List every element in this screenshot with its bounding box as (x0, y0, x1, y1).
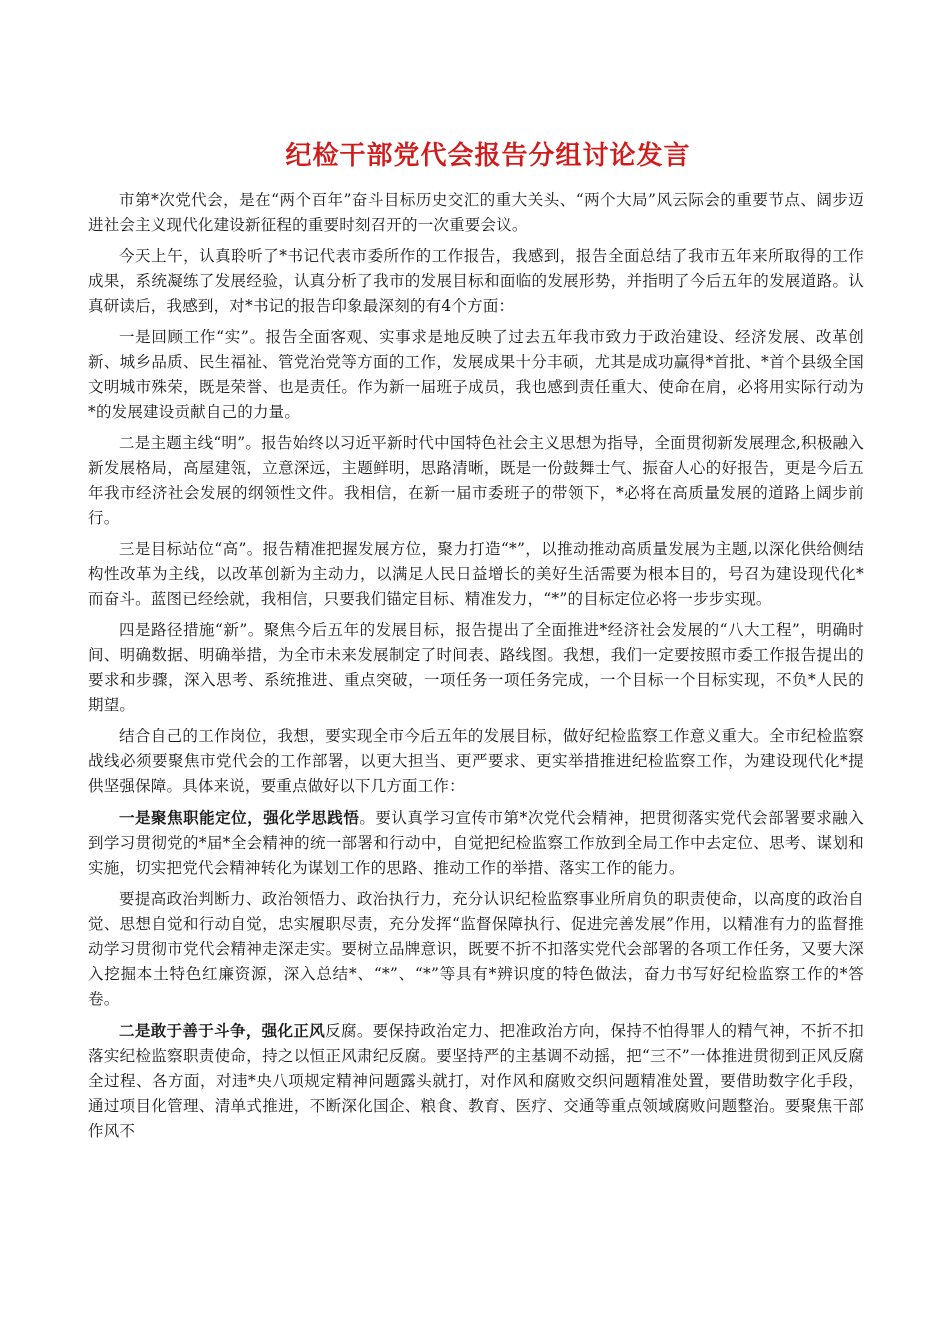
paragraph-8 (88, 805, 864, 881)
paragraph-text: 四是路径措施“新”。聚焦今后五年的发展目标，报告提出了全面推进*经济社会发展的“八大工程”，明确时间、明确数据、明确举措，为全市未来发展制定了时间表、路线图。我想，我们一定要按照市委工作报告提出的要求和步骤，深入思考、系统推进、重点突破，一项任务一项任务完成，一个目标一个目标实现，不负*人民的期望。 (88, 621, 864, 714)
document-title: 纪检干部党代会报告分组讨论发言 (285, 141, 691, 171)
paragraph-lead: 一是聚焦职能定位，强化学思践悟 (119, 808, 360, 827)
paragraph-3 (88, 325, 864, 425)
paragraph-5 (88, 537, 864, 612)
paragraph-7 (88, 724, 864, 799)
paragraph-lead: 二是敢于善于斗争，强化正风 (119, 1021, 326, 1040)
paragraph-2 (88, 244, 864, 319)
paragraph-text: 结合自己的工作岗位，我想，要实现全市今后五年的发展目标，做好纪检监察工作意义重大。全市纪检监察战线必须要聚焦市党代会的工作部署，以更大担当、更严要求、更实举措推进纪检监察工作，为建设现代化*提供坚强保障。具体来说，要重点做好以下几方面工作： (88, 727, 864, 795)
paragraph-1 (88, 188, 864, 238)
paragraph-10 (88, 1018, 864, 1144)
paragraph-6 (88, 618, 864, 718)
paragraph-9 (88, 887, 864, 1012)
paragraph-text: 今天上午，认真聆听了*书记代表市委所作的工作报告，我感到，报告全面总结了我市五年来所取得的工作成果，系统凝练了发展经验，认真分析了我市的发展目标和面临的发展形势，并指明了今后五年的发展道路。认真研读后，我感到，对*书记的报告印象最深刻的有4个方面： (88, 247, 864, 315)
paragraph-text: 。要认真学习宣传市第*次党代会精神，把贯彻落实党代会部署要求融入到学习贯彻党的*届*全会精神的统一部署和行动中，自觉把纪检监察工作放到全局工作中去定位、思考、谋划和实施，切实把党代会精神转化为谋划工作的思路、推动工作的举措、落实工作的能力。 (88, 809, 864, 877)
paragraph-4 (88, 431, 864, 531)
paragraph-text: 三是目标站位“高”。报告精准把握发展方位，聚力打造“*”，以推动推动高质量发展为主题,以深化供给侧结构性改革为主线，以改革创新为主动力，以满足人民日益增长的美好生活需要为根本目的，号召为建设现代化*而奋斗。蓝图已经绘就，我相信，只要我们锚定目标、精准发力，“*”的目标定位必将一步步实现。 (88, 540, 864, 608)
paragraph-text: 要提高政治判断力、政治领悟力、政治执行力，充分认识纪检监察事业所肩负的职责使命，以高度的政治自觉、思想自觉和行动自觉，忠实履职尽责，充分发挥“监督保障执行、促进完善发展”作用，以精准有力的监督推动学习贯彻市党代会精神走深走实。要树立品牌意识，既要不折不扣落实党代会部署的各项工作任务，又要大深入挖掘本土特色红廉资源，深入总结*、“*”、“*”等具有*辨识度的特色做法，奋力书写好纪检监察工作的*答卷。 (88, 890, 864, 1008)
paragraph-text: 反腐。要保持政治定力、把准政治方向，保持不怕得罪人的精气神，不折不扣落实纪检监察职责使命，持之以恒正风肃纪反腐。要坚持严的主基调不动摇，把“三不”一体推进贯彻到正风反腐全过程、各方面，对违*央八项规定精神问题露头就打，对作风和腐败交织问题精准处置，要借助数字化手段，通过项目化管理、清单式推进，不断深化国企、粮食、教育、医疗、交通等重点领域腐败问题整治。要聚焦干部作风不 (88, 1022, 864, 1140)
paragraph-text: 市第*次党代会，是在“两个百年”奋斗目标历史交汇的重大关头、“两个大局”风云际会的重要节点、阔步迈进社会主义现代化建设新征程的重要时刻召开的一次重要会议。 (88, 191, 864, 234)
document-page (88, 138, 864, 1144)
paragraph-text: 二是主题主线“明”。报告始终以习近平新时代中国特色社会主义思想为指导，全面贯彻新发展理念,积极融入新发展格局，高屋建瓴，立意深远，主题鲜明，思路清晰，既是一份鼓舞士气、振奋人心的好报告，更是今后五年我市经济社会发展的纲领性文件。我相信，在新一届市委班子的带领下，*必将在高质量发展的道路上阔步前行。 (88, 434, 864, 527)
paragraph-text: 一是回顾工作“实”。报告全面客观、实事求是地反映了过去五年我市致力于政治建设、经济发展、改革创新、城乡品质、民生福祉、管党治党等方面的工作，发展成果十分丰硕，尤其是成功赢得*首批、*首个县级全国文明城市殊荣，既是荣誉、也是责任。作为新一届班子成员，我也感到责任重大、使命在肩，必将用实际行动为*的发展建设贡献自己的力量。 (88, 328, 864, 421)
